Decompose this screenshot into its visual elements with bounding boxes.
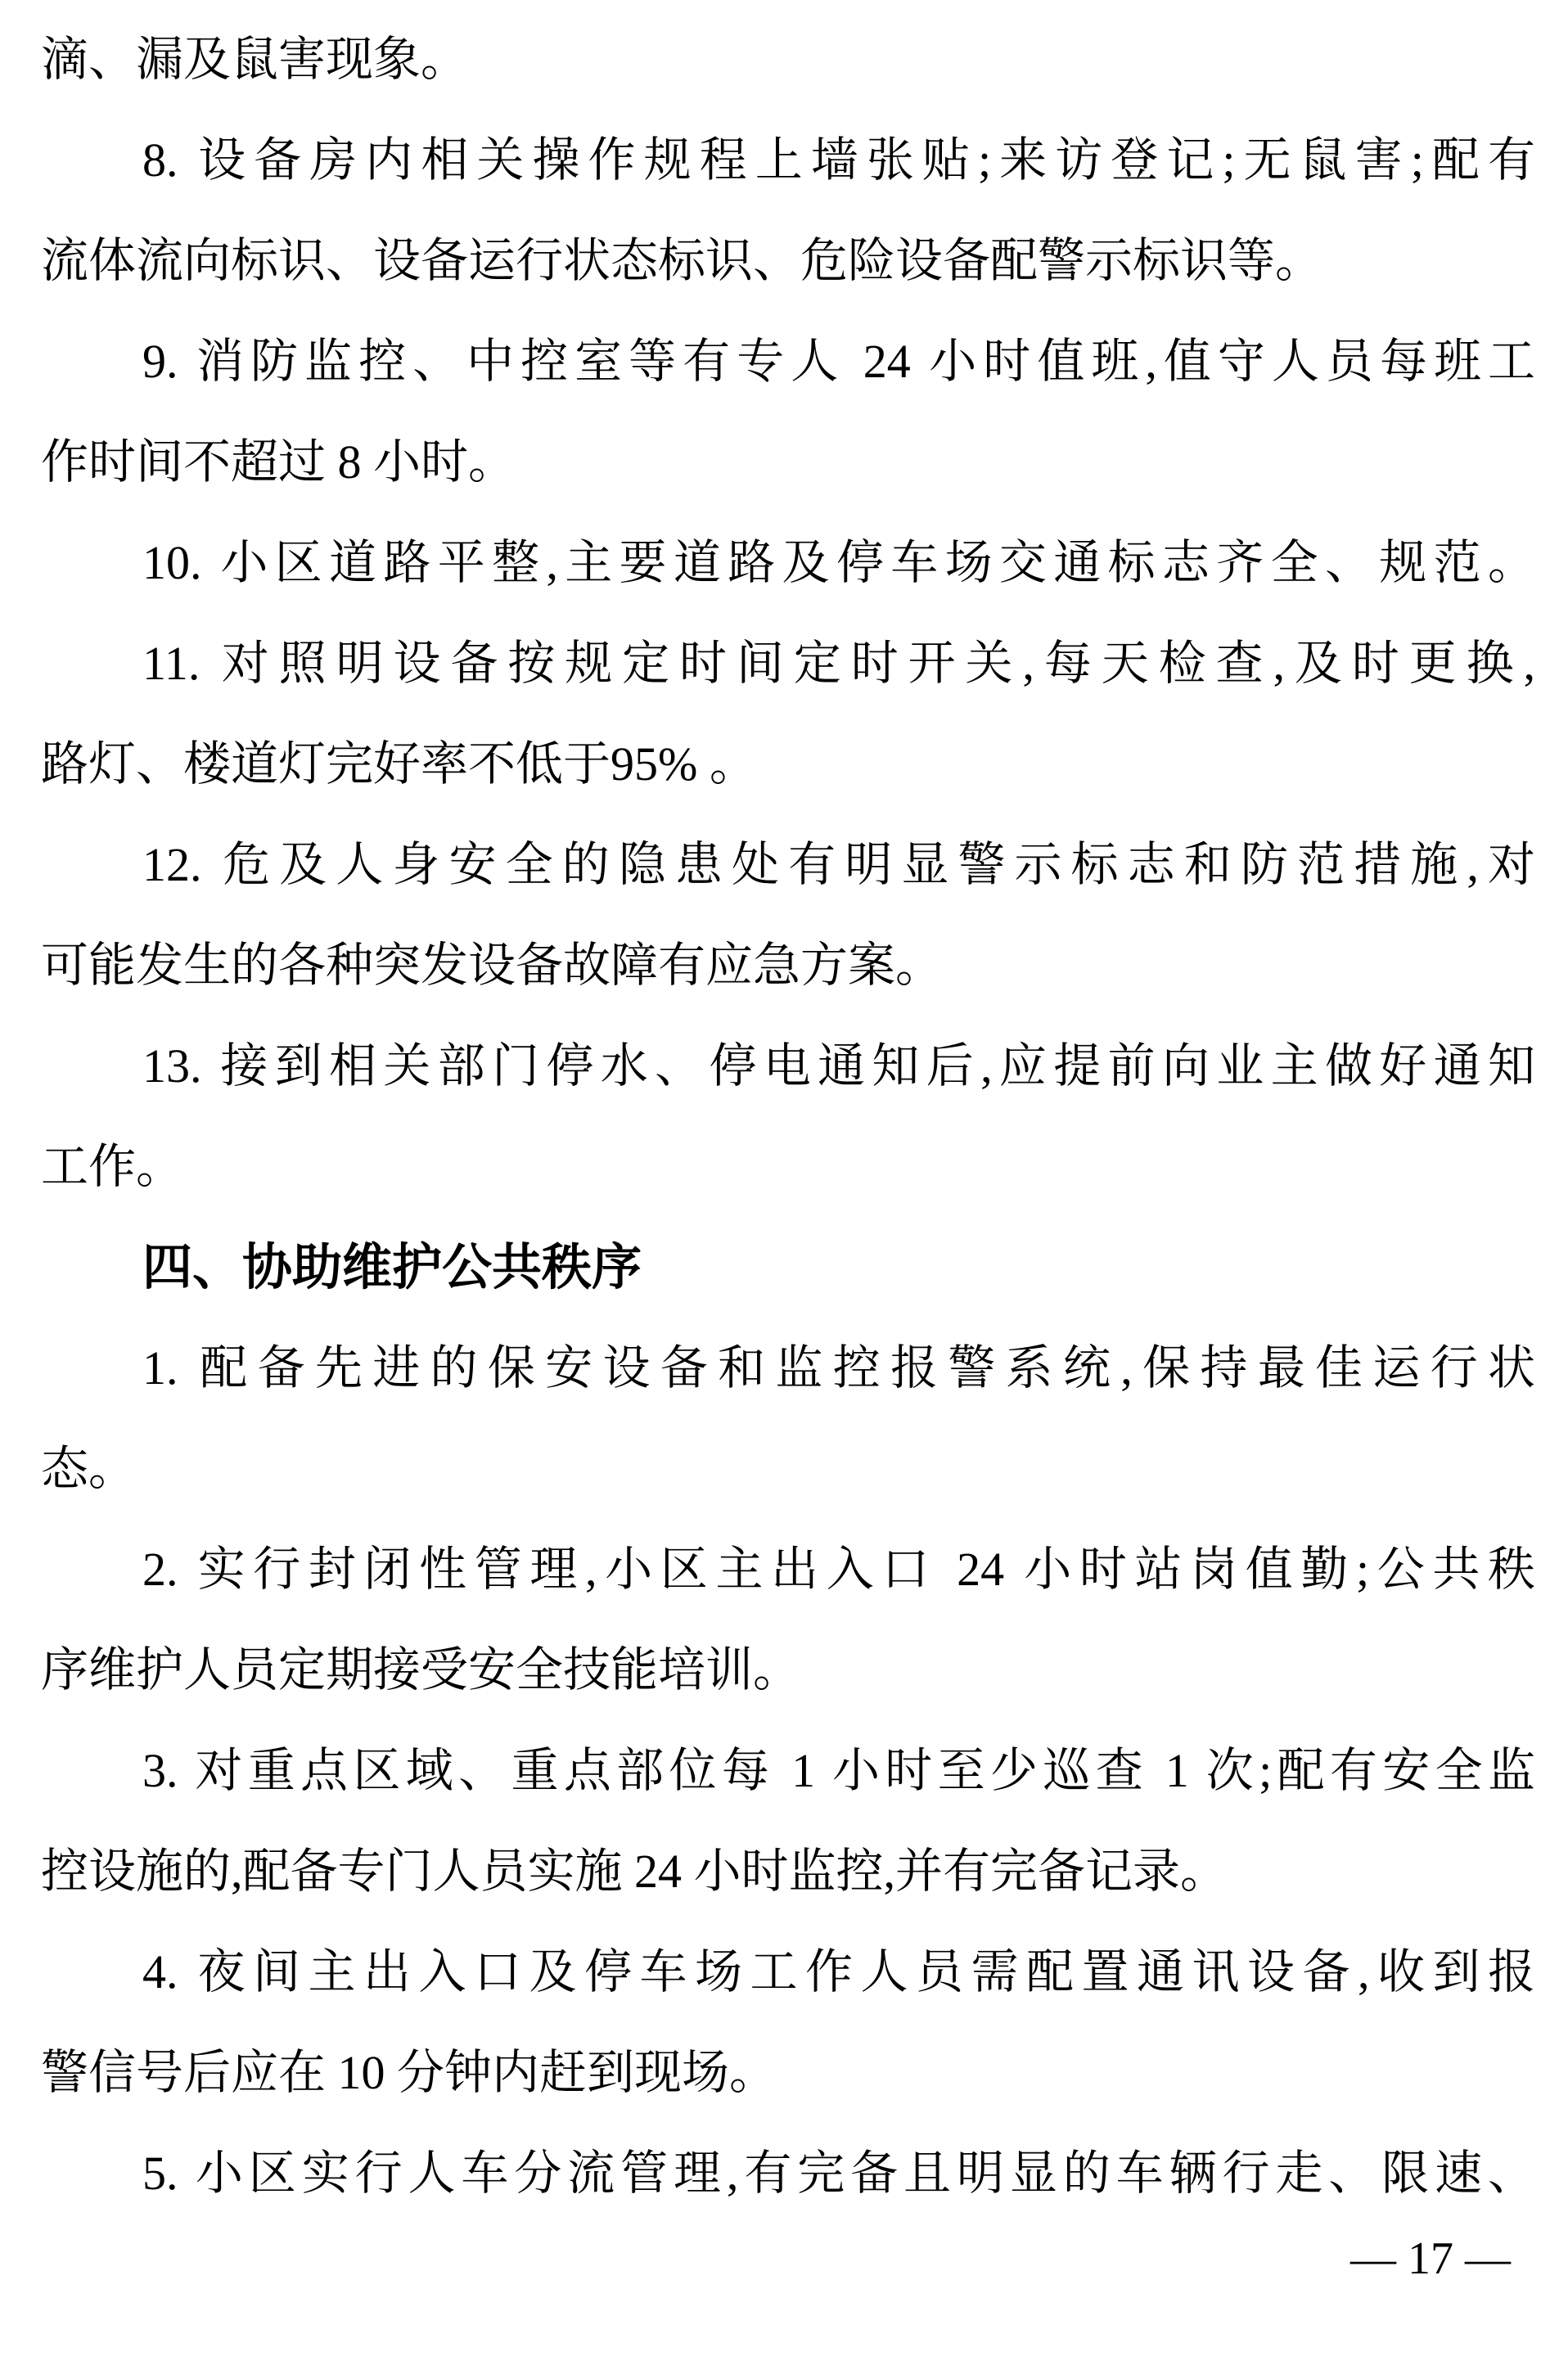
text-line: 12. 危及人身安全的隐患处有明显警示标志和防范措施,对 (142, 838, 1535, 891)
text-line: 9. 消防监控、中控室等有专人 24 小时值班,值守人员每班工 (142, 335, 1535, 388)
text-line: 4. 夜间主出入口及停车场工作人员需配置通讯设备,收到报 (142, 1945, 1535, 1998)
text-line: 作时间不超过 8 小时。 (41, 435, 516, 489)
text-line: 态。 (41, 1442, 137, 1495)
text-line: 5. 小区实行人车分流管理,有完备且明显的车辆行走、限速、 (142, 2147, 1535, 2200)
text-line: 8. 设备房内相关操作规程上墙张贴;来访登记;无鼠害;配有 (142, 133, 1535, 187)
text-line: 路灯、楼道灯完好率不低于95% 。 (41, 737, 757, 791)
text-line: 警信号后应在 10 分钟内赶到现场。 (41, 2046, 777, 2099)
text-line: 13. 接到相关部门停水、停电通知后,应提前向业主做好通知 (142, 1039, 1535, 1093)
section-heading: 四、协助维护公共秩序 (142, 1239, 642, 1295)
text-line: 2. 实行封闭性管理,小区主出入口 24 小时站岗值勤;公共秩 (142, 1543, 1535, 1596)
text-line: 11. 对照明设备按规定时间定时开关,每天检查,及时更换, (142, 637, 1535, 690)
text-line: 10. 小区道路平整,主要道路及停车场交通标志齐全、规范。 (142, 536, 1535, 589)
text-line: 1. 配备先进的保安设备和监控报警系统,保持最佳运行状 (142, 1341, 1535, 1395)
text-line: 3. 对重点区域、重点部位每 1 小时至少巡查 1 次;配有安全监 (142, 1744, 1535, 1797)
text-line: 控设施的,配备专门人员实施 24 小时监控,并有完备记录。 (41, 1845, 1228, 1898)
text-line: 可能发生的各种突发设备故障有应急方案。 (41, 939, 944, 992)
text-line: 工作。 (41, 1140, 184, 1193)
text-line: 滴、漏及鼠害现象。 (41, 33, 469, 86)
page-number: — 17 — (1350, 2233, 1511, 2284)
text-line: 序维护人员定期接受安全技能培训。 (41, 1643, 801, 1696)
text-line: 流体流向标识、设备运行状态标识、危险设备配警示标识等。 (41, 234, 1323, 287)
